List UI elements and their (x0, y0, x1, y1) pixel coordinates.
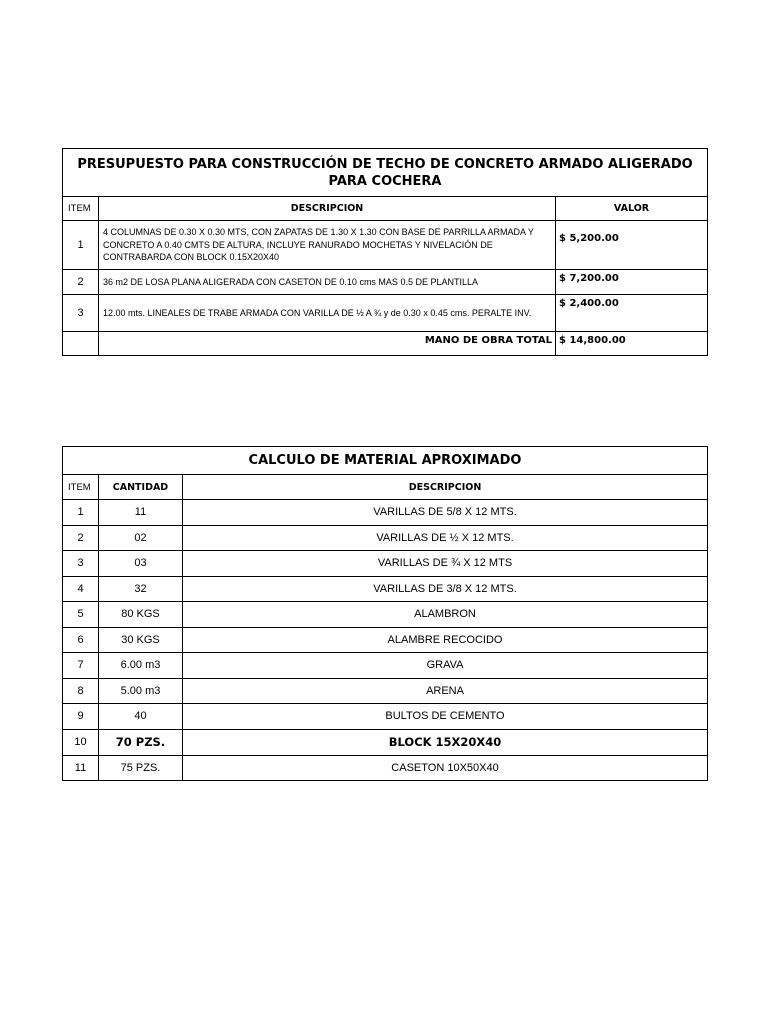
table-row (63, 627, 708, 653)
header-item: ITEM (63, 197, 99, 221)
row-cantidad: 30 KGS (99, 627, 183, 653)
row-cantidad: 40 (99, 704, 183, 730)
row-cantidad: 32 (99, 576, 183, 602)
header-item: ITEM (63, 475, 99, 500)
row-item: 2 (63, 270, 99, 295)
row-item: 7 (63, 653, 99, 679)
budget-table (62, 148, 708, 356)
row-descripcion: ARENA (183, 678, 708, 704)
row-item: 10 (63, 729, 99, 755)
row-item: 4 (63, 576, 99, 602)
table-row (63, 525, 708, 551)
row-item: 6 (63, 627, 99, 653)
row-valor: $ 2,400.00 (556, 295, 708, 332)
header-cantidad: CANTIDAD (99, 475, 183, 500)
row-item: 9 (63, 704, 99, 730)
table-row (63, 295, 708, 332)
materials-title: CALCULO DE MATERIAL APROXIMADO (63, 447, 708, 475)
row-descripcion: VARILLAS DE ¾ X 12 MTS (183, 551, 708, 577)
row-descripcion: GRAVA (183, 653, 708, 679)
row-descripcion: VARILLAS DE 3/8 X 12 MTS. (183, 576, 708, 602)
empty-cell (63, 332, 99, 356)
row-cantidad: 03 (99, 551, 183, 577)
table-row (63, 653, 708, 679)
header-descripcion: DESCRIPCION (99, 197, 556, 221)
row-descripcion: BULTOS DE CEMENTO (183, 704, 708, 730)
row-item: 3 (63, 551, 99, 577)
row-cantidad: 11 (99, 500, 183, 526)
row-descripcion: VARILLAS DE ½ X 12 MTS. (183, 525, 708, 551)
budget-title: PRESUPUESTO PARA CONSTRUCCIÓN DE TECHO DE CONCRETO ARMADO ALIGERADO PARA COCHERA (63, 149, 708, 197)
table-row (63, 576, 708, 602)
row-descripcion: BLOCK 15X20X40 (183, 729, 708, 755)
row-cantidad: 5.00 m3 (99, 678, 183, 704)
row-item: 1 (63, 500, 99, 526)
row-item: 3 (63, 295, 99, 332)
row-cantidad: 02 (99, 525, 183, 551)
total-value: $ 14,800.00 (556, 332, 708, 356)
row-cantidad: 70 PZS. (99, 729, 183, 755)
table-row (63, 602, 708, 628)
row-cantidad: 75 PZS. (99, 755, 183, 781)
row-descripcion: VARILLAS DE 5/8 X 12 MTS. (183, 500, 708, 526)
table-row (63, 270, 708, 295)
table-row (63, 551, 708, 577)
table-row (63, 678, 708, 704)
row-descripcion: ALAMBRON (183, 602, 708, 628)
row-descripcion: ALAMBRE RECOCIDO (183, 627, 708, 653)
row-descripcion: 12.00 mts. LINEALES DE TRABE ARMADA CON VARILLA DE ½ A ¾ y de 0.30 x 0.45 cms. PERALTE INV. (99, 295, 556, 332)
table-row (63, 729, 708, 755)
row-descripcion: 36 m2 DE LOSA PLANA ALIGERADA CON CASETON DE 0.10 cms MAS 0.5 DE PLANTILLA (99, 270, 556, 295)
row-descripcion: CASETON 10X50X40 (183, 755, 708, 781)
row-descripcion: 4 COLUMNAS DE 0.30 X 0.30 MTS, CON ZAPATAS DE 1.30 X 1.30 CON BASE DE PARRILLA ARMADA Y CONCRETO A 0.40 CMTS DE ALTURA, INCLUYE RANURADO MOCHETAS Y NIVELACIÓN DE CONTRABARDA CON BLOCK 0.15X20X40 (99, 221, 556, 270)
table-row (63, 221, 708, 270)
row-item: 8 (63, 678, 99, 704)
row-valor: $ 5,200.00 (556, 221, 708, 270)
table-row (63, 704, 708, 730)
row-item: 5 (63, 602, 99, 628)
row-cantidad: 80 KGS (99, 602, 183, 628)
total-label: MANO DE OBRA TOTAL (99, 332, 556, 356)
table-row (63, 755, 708, 781)
materials-table (62, 446, 708, 781)
row-item: 2 (63, 525, 99, 551)
row-item: 11 (63, 755, 99, 781)
header-descripcion: DESCRIPCION (183, 475, 708, 500)
table-row (63, 500, 708, 526)
header-valor: VALOR (556, 197, 708, 221)
row-item: 1 (63, 221, 99, 270)
row-cantidad: 6.00 m3 (99, 653, 183, 679)
row-valor: $ 7,200.00 (556, 270, 708, 295)
